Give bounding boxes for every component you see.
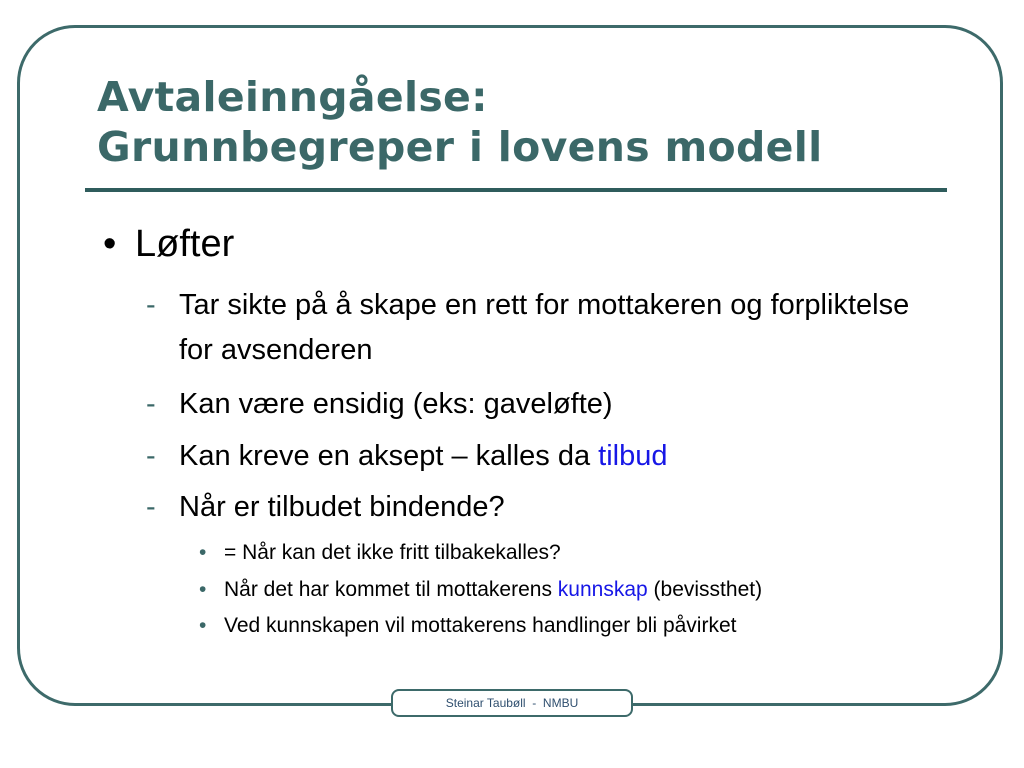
subsubitem-text [224, 576, 762, 604]
dash-icon: - [146, 289, 156, 321]
bullet-icon: • [199, 541, 207, 564]
dash-icon: - [146, 440, 156, 472]
subitem-text: Tar sikte på å skape en rett for mottakeren og forpliktelse for avsenderen [179, 289, 910, 366]
bullet-text: Løfter [135, 223, 235, 265]
dash-icon: - [146, 388, 156, 420]
title-line-1: Avtaleinngåelse: [97, 73, 488, 121]
bullet-icon: • [199, 578, 207, 601]
title-line-2: Grunnbegreper i lovens modell [97, 123, 823, 171]
subitem-text: Kan være ensidig (eks: gaveløfte) [179, 388, 613, 420]
subsubitem-text-after: (bevissthet) [647, 578, 763, 601]
bullet-icon: • [103, 223, 117, 265]
title-divider [85, 188, 947, 192]
dash-icon: - [146, 491, 156, 523]
subitem-text [179, 434, 939, 479]
highlight-kunnskap: kunnskap [557, 578, 648, 601]
highlight-tilbud: tilbud [598, 440, 668, 472]
subsubitem-text: = Når kan det ikke fritt tilbakekalles? [224, 541, 561, 564]
slide-title [97, 72, 822, 172]
subitem-text-before: Kan kreve en aksept – kalles da [179, 440, 599, 472]
footer-author: Steinar Taubøll - NMBU [391, 689, 633, 717]
subitem-text: Når er tilbudet bindende? [179, 491, 505, 523]
subsubitem-text-before: Når det har kommet til mottakerens [224, 578, 558, 601]
subsubitem-text: Ved kunnskapen vil mottakerens handlinger bli påvirket [224, 614, 737, 637]
bullet-icon: • [199, 614, 207, 637]
